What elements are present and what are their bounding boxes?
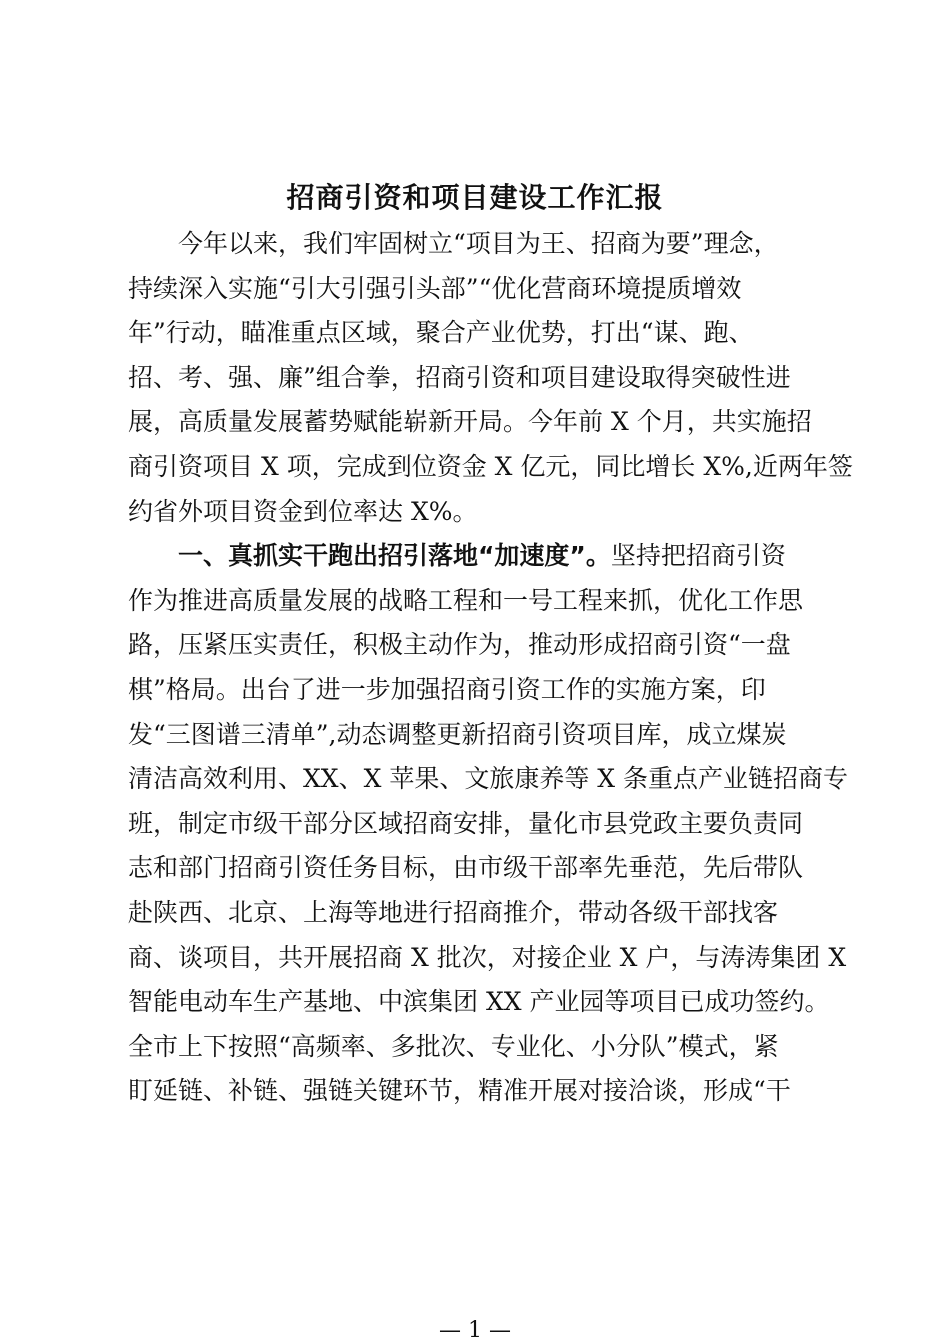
paragraph-line: 清洁高效利用、XX、X 苹果、文旅康养等 X 条重点产业链招商专: [128, 764, 849, 794]
paragraph-line: 志和部门招商引资任务目标，由市级干部率先垂范，先后带队: [128, 853, 804, 883]
section-1-paragraph: [128, 534, 849, 1114]
paragraph-line: 商、谈项目，共开展招商 X 批次，对接企业 X 户，与涛涛集团 X: [128, 942, 847, 972]
paragraph-line: 招、考、强、廉”组合拳，招商引资和项目建设取得突破性进: [128, 362, 791, 392]
paragraph-line: 班，制定市级干部分区域招商安排，量化市县党政主要负责同: [128, 808, 804, 838]
document-body: [128, 222, 853, 1114]
section-1-first-line-text: 坚持把招商引资: [610, 541, 786, 571]
paragraph-line: 约省外项目资金到位率达 X%。: [128, 496, 478, 526]
paragraph-line: 持续深入实施“引大引强引头部”“优化营商环境提质增效: [128, 273, 742, 303]
paragraph-line: 展，高质量发展蓄势赋能崭新开局。今年前 X 个月，共实施招: [128, 407, 812, 437]
paragraph-line: 发“三图谱三清单”,动态调整更新招商引资项目库，成立煤炭: [128, 719, 787, 749]
paragraph-line: 棋”格局。出台了进一步加强招商引资工作的实施方案，印: [128, 674, 766, 704]
paragraph-line: 年”行动，瞄准重点区域，聚合产业优势，打出“谋、跑、: [128, 318, 754, 348]
paragraph-line: 盯延链、补链、强链关键环节，精准开展对接洽谈，形成“干: [128, 1076, 791, 1106]
section-1-first-line: [128, 534, 830, 579]
section-1-heading: 一、真抓实干跑出招引落地“加速度”。: [128, 541, 611, 571]
paragraph-line: 今年以来，我们牢固树立“项目为王、招商为要”理念，: [128, 229, 779, 258]
paragraph-line: 作为推进高质量发展的战略工程和一号工程来抓，优化工作思: [128, 585, 804, 615]
paragraph-line: 智能电动车生产基地、中滨集团 XX 产业园等项目已成功签约。: [128, 987, 830, 1017]
paragraph-line: 商引资项目 X 项，完成到位资金 X 亿元，同比增长 X%,近两年签: [128, 451, 853, 481]
paragraph-line: 赴陕西、北京、上海等地进行招商推介，带动各级干部找客: [128, 897, 779, 927]
intro-paragraph: [128, 222, 853, 534]
paragraph-line: 全市上下按照“高频率、多批次、专业化、小分队”模式，紧: [128, 1031, 779, 1061]
paragraph-line: 路，压紧压实责任，积极主动作为，推动形成招商引资“一盘: [128, 630, 791, 660]
page-number: — 1 —: [439, 1318, 511, 1343]
document-title: 招商引资和项目建设工作汇报: [286, 181, 664, 214]
